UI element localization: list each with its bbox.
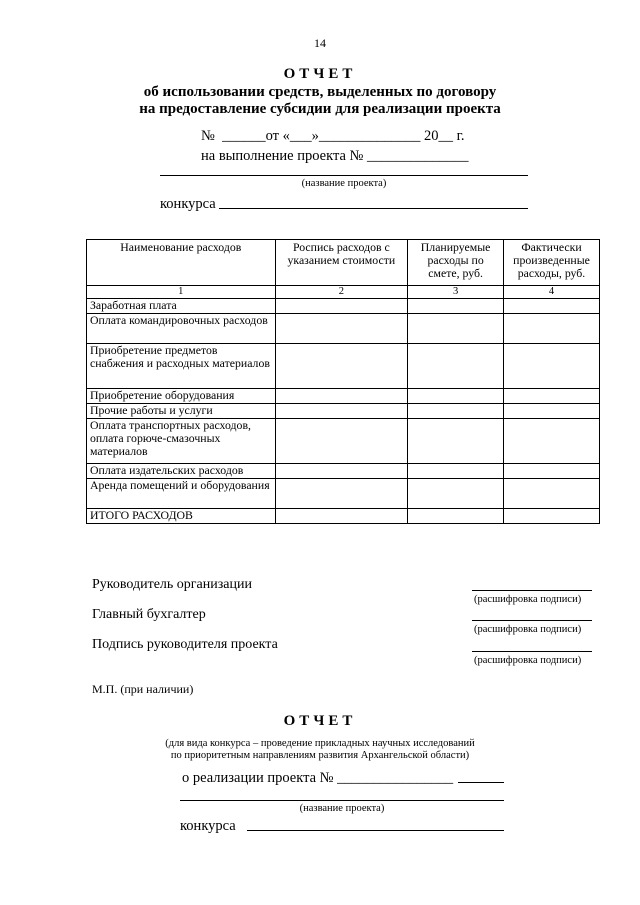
signature-rule-accountant	[472, 620, 592, 621]
row-label: Оплата издательских расходов	[87, 464, 276, 479]
table-row	[87, 344, 600, 389]
table-column-numbers-row	[87, 286, 600, 299]
report-project-line: на выполнение проекта № ______________	[201, 148, 469, 164]
cell-breakdown	[275, 389, 408, 404]
table-row	[87, 404, 600, 419]
cell-actual	[504, 404, 600, 419]
report-title: ОТЧЕТ	[283, 66, 357, 82]
report2-note-line2: по приоритетным направлениям развития Архангельской области)	[170, 750, 470, 761]
table-row	[87, 419, 600, 464]
report-subtitle	[0, 84, 640, 118]
stamp-note: М.П. (при наличии)	[92, 682, 194, 696]
project-name-hint: (название проекта)	[301, 178, 387, 189]
page-number: 14	[314, 36, 326, 50]
row-label: Оплата командировочных расходов	[87, 314, 276, 344]
header-actual-expenses: Фактически произведенные расходы, руб.	[504, 240, 600, 286]
report-subtitle-line1: об использовании средств, выделенных по договору	[143, 84, 497, 100]
report-number-line: № ______от «___»______________ 20__ г.	[201, 128, 465, 144]
cell-planned	[408, 314, 504, 344]
cell-planned	[408, 464, 504, 479]
cell-actual	[504, 419, 600, 464]
cell-planned	[408, 479, 504, 509]
report2-contest-label: конкурса	[180, 818, 236, 834]
header-planned-expenses: Планируемые расходы по смете, руб.	[408, 240, 504, 286]
signature-label-accountant: Главный бухгалтер	[92, 607, 206, 622]
cell-breakdown	[275, 464, 408, 479]
report2-note	[0, 738, 640, 762]
table-row	[87, 299, 600, 314]
header-expense-name: Наименование расходов	[87, 240, 276, 286]
table-row	[87, 314, 600, 344]
cell-planned	[408, 404, 504, 419]
signature-label-director: Руководитель организации	[92, 577, 252, 592]
expense-table	[86, 239, 600, 524]
table-row	[87, 479, 600, 509]
cell-actual	[504, 344, 600, 389]
signature-label-project-lead: Подпись руководителя проекта	[92, 637, 278, 652]
report-subtitle-line2: на предоставление субсидии для реализации проекта	[139, 101, 501, 117]
cell-actual	[504, 389, 600, 404]
cell-actual	[504, 479, 600, 509]
column-number: 2	[275, 286, 408, 299]
signature-rule-project-lead	[472, 651, 592, 652]
signature-hint-accountant: (расшифровка подписи)	[474, 624, 582, 635]
contest-label: конкурса	[160, 196, 216, 212]
report2-project-name-rule	[180, 800, 504, 801]
cell-planned	[408, 419, 504, 464]
table-header-row	[87, 240, 600, 286]
report2-project-line: о реализации проекта № ________________	[182, 770, 454, 786]
row-label: Заработная плата	[87, 299, 276, 314]
cell-planned	[408, 299, 504, 314]
cell-actual	[504, 509, 600, 524]
cell-breakdown	[275, 314, 408, 344]
report2-title: ОТЧЕТ	[283, 713, 357, 729]
cell-breakdown	[275, 404, 408, 419]
row-label: Приобретение предметов снабжения и расходных материалов	[87, 344, 276, 389]
cell-breakdown	[275, 344, 408, 389]
row-label: Аренда помещений и оборудования	[87, 479, 276, 509]
cell-breakdown	[275, 299, 408, 314]
row-label-total: ИТОГО РАСХОДОВ	[87, 509, 276, 524]
cell-breakdown	[275, 419, 408, 464]
column-number: 4	[504, 286, 600, 299]
header-expense-breakdown: Роспись расходов с указанием стоимости	[275, 240, 408, 286]
table-total-row	[87, 509, 600, 524]
cell-planned	[408, 389, 504, 404]
row-label: Оплата транспортных расходов, оплата горюче-смазочных материалов	[87, 419, 276, 464]
cell-breakdown	[275, 509, 408, 524]
cell-planned	[408, 344, 504, 389]
row-label: Прочие работы и услуги	[87, 404, 276, 419]
row-label: Приобретение оборудования	[87, 389, 276, 404]
table-row	[87, 464, 600, 479]
column-number: 3	[408, 286, 504, 299]
report2-project-rule-tail	[458, 782, 504, 783]
signature-hint-director: (расшифровка подписи)	[474, 594, 582, 605]
column-number: 1	[87, 286, 276, 299]
report2-contest-rule	[247, 830, 504, 831]
signature-hint-project-lead: (расшифровка подписи)	[474, 655, 582, 666]
cell-actual	[504, 464, 600, 479]
contest-rule	[219, 208, 528, 209]
report2-note-line1: (для вида конкурса – проведение прикладных научных исследований	[165, 738, 475, 749]
table-row	[87, 389, 600, 404]
cell-breakdown	[275, 479, 408, 509]
report2-project-name-hint: (название проекта)	[299, 803, 385, 814]
cell-actual	[504, 299, 600, 314]
project-name-rule	[160, 175, 528, 176]
cell-planned	[408, 509, 504, 524]
cell-actual	[504, 314, 600, 344]
signature-rule-director	[472, 590, 592, 591]
